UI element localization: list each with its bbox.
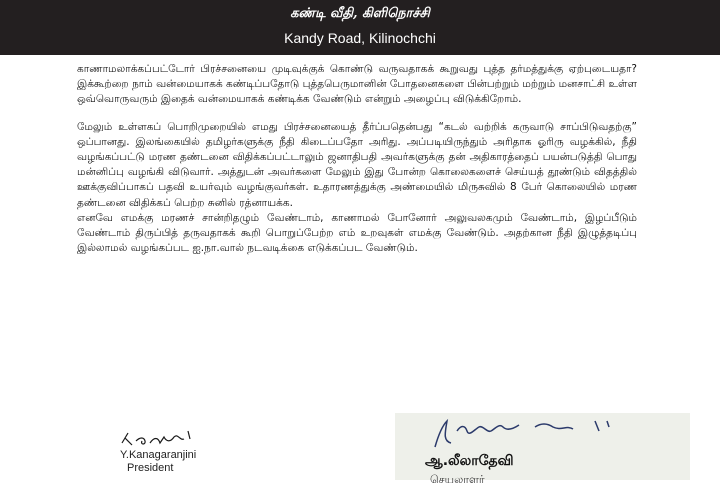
signatory-right-name: ஆ.லீலாதேவி [425,453,514,469]
signatory-left-name: Y.Kanagaranjini [120,449,197,461]
paragraph-1: காணாமலாக்கப்பட்டோர் பிரச்சனையை முடிவுக்குக் கொண்டு வருவதாகக் கூறுவது புத்த தர்மத்துக்கு ஏற்புடையதா? இக்கூற்றை நாம் வன்மையாகக் கண்டிப்பதோடு புத்தபெருமானின் போதனைகளை பின்பற்றும் மற்றும் மனசாட்சி உள்ள ஒவ்வொருவரும் இதைக் வன்மையாகக் கண்டிக்க வேண்டும் என்றும் அழைப்பு விடுக்கிறோம். [77,63,637,106]
signature-area [0,405,720,486]
letterhead-bar [0,0,720,55]
signature-block-left [100,423,250,480]
handwritten-signature-right [395,413,690,453]
tamil-address: கண்டி வீதி, கிளிநொச்சி [290,6,430,21]
signatory-right-title: செயலாளர் [430,473,485,486]
signatory-left-title: President [127,462,174,474]
letter-body [77,62,637,268]
paragraph-3: எனவே எமக்கு மரணச் சான்றிதழும் வேண்டாம், காணாமல் போனோர் அலுவலகமும் வேண்டாம், இழப்பீடும் வேண்டாம் திருப்பித் தருவதாகக் கூறி பொறுப்பேற்ற எம் உறவுகள் எமக்கு வேண்டும். அதற்கான நீதி இழுத்தடிப்பு இல்லாமல் வழங்கப்பட ஐ.நா.வால் நடவடிக்கை எடுக்கப்பட வேண்டும். [77,211,637,255]
signature-block-right [395,413,690,486]
english-address: Kandy Road, Kilinochchi [284,30,436,46]
paragraph-2: மேலும் உள்ளகப் பொறிமுறையில் எமது பிரச்சனையைத் தீர்ப்பதென்பது “கடல் வற்றிக் கருவாடு சாப்பிடுவதற்கு” ஒப்பானது. இலங்கையில் தமிழர்களுக்கு நீதி கிடைப்பதோ அரிது. அப்படியிருந்தும் அரிதாக ஓரிரு வழக்கில், நீதி வழங்கப்பட்டு மரண தண்டனை விதிக்கப்பட்டாலும் ஜனாதிபதி அவர்களுக்கு தன் அதிகாரத்தைப் பயன்படுத்தி பொது மன்னிப்பு வழங்கி விடுவார். அத்துடன் அவர்களை மேலும் இது போன்ற கொலைகளைச் செய்யத் தூண்டும் விதத்தில் ஊக்குவிப்பாகப் பதவி உயர்வும் வழங்குவர்கள். உதாரணத்துக்கு அண்மையில் மிருசுவில் 8 பேர் கொலையில் மரண தண்டனை விதிக்கப் பெற்ற சுனில் ரத்னாயக்க. [77,120,637,209]
